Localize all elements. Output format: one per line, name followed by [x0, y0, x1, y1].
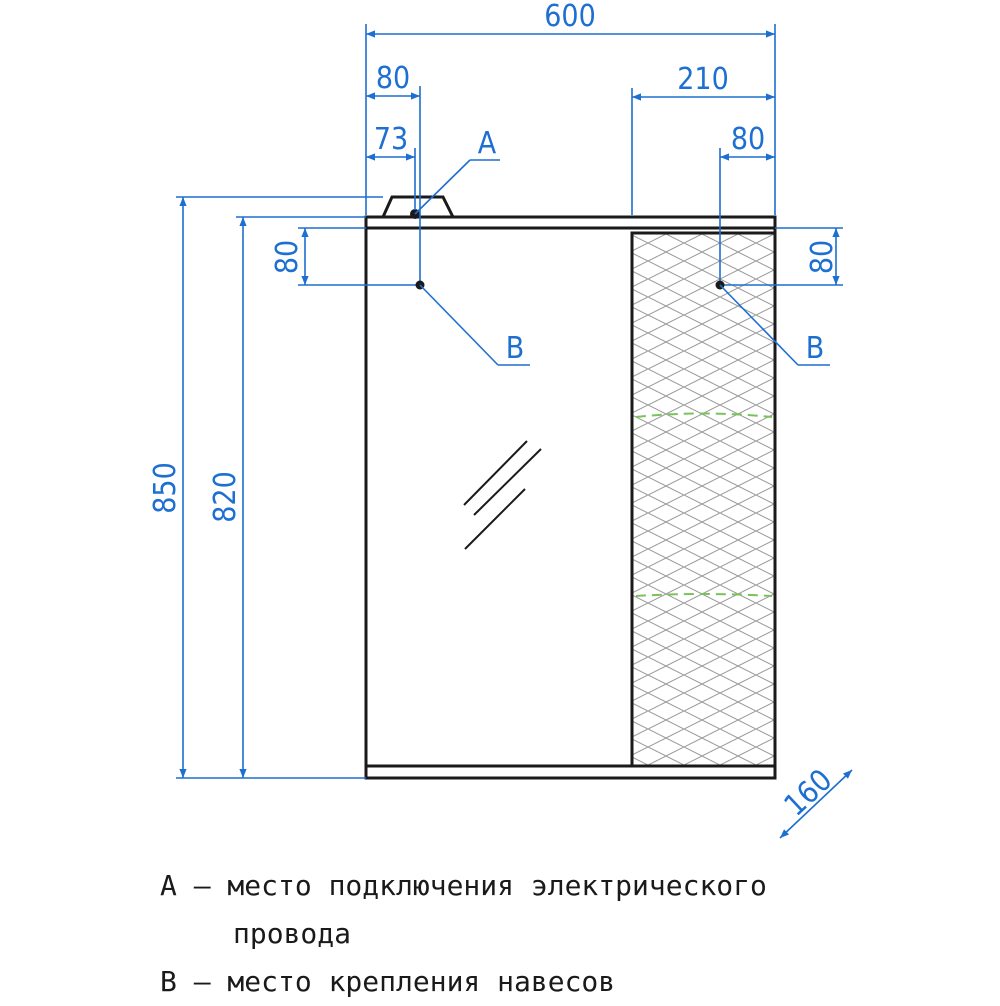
cabinet-body	[366, 197, 775, 778]
marker-b-left-label: B	[505, 331, 525, 366]
dim-total-height	[148, 197, 383, 778]
dim-total-height-label: 850	[148, 462, 183, 514]
dim-total-width	[366, 0, 775, 215]
dim-right-offset-label: 80	[730, 122, 766, 157]
dim-left-vertical-offset	[270, 228, 420, 285]
dim-body-height-label: 820	[208, 471, 243, 523]
dim-right-vertical-offset-label: 80	[805, 239, 840, 275]
mirror-glare-icon	[464, 441, 541, 549]
dim-left-offset-outer-label: 80	[375, 61, 411, 96]
legend	[160, 862, 980, 1006]
legend-b-line: B – место крепления навесов	[160, 965, 616, 998]
dim-right-section-width-label: 210	[677, 62, 729, 97]
dim-total-width-label: 600	[544, 0, 596, 34]
dim-depth	[778, 763, 852, 838]
dim-left-offset-inner-label: 73	[373, 122, 409, 157]
dim-depth-label: 160	[777, 762, 840, 824]
top-panel	[366, 217, 775, 228]
right-cabinet-door	[632, 233, 775, 766]
marker-b-left	[416, 281, 531, 367]
dim-left-offset-outer	[366, 61, 420, 285]
dim-left-vertical-offset-label: 80	[270, 239, 305, 275]
marker-a-label: A	[477, 126, 497, 161]
legend-a-line: A – место подключения электрического	[160, 869, 767, 902]
dim-body-height	[208, 217, 366, 778]
legend-a-continuation: провода	[233, 917, 352, 950]
marker-b-right-label: B	[805, 331, 825, 366]
marker-a	[415, 126, 500, 214]
